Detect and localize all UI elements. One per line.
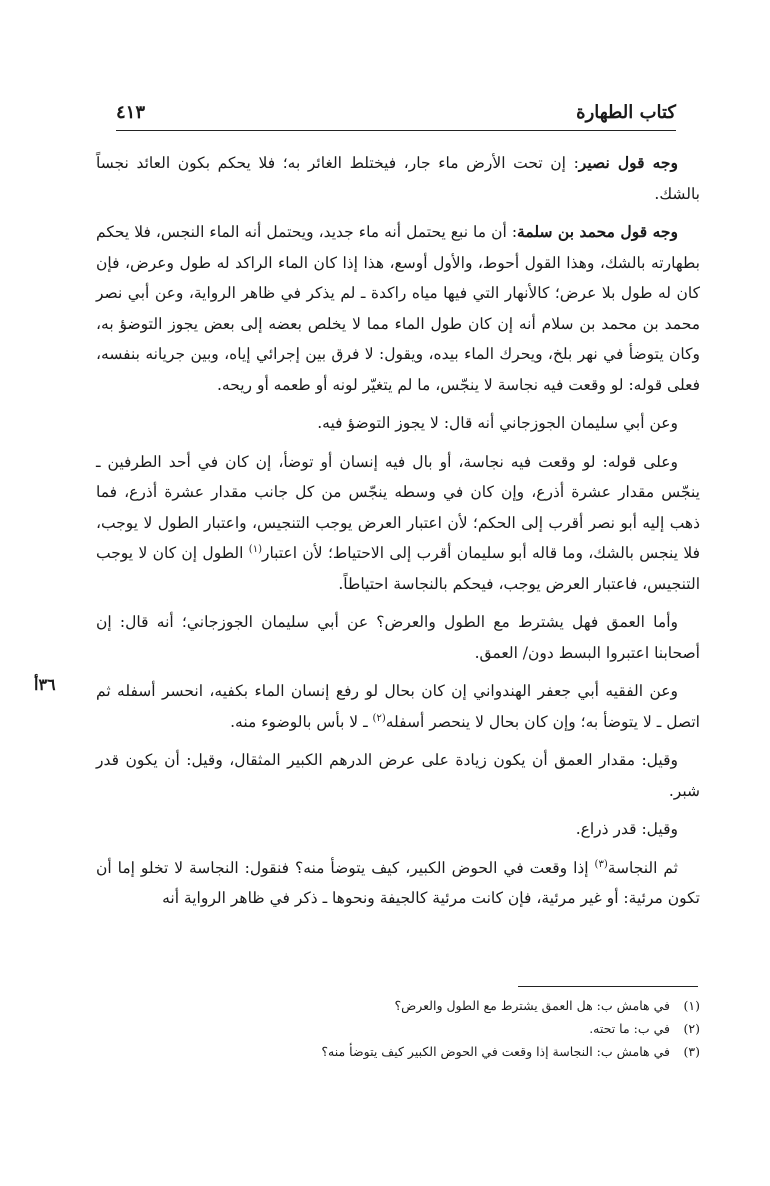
page-number: ٤١٣ [116, 102, 146, 123]
paragraph-text: ثم النجاسة [607, 858, 678, 877]
paragraph-lead: وجه قول نصير [578, 153, 678, 172]
footnote-number: (٣) [683, 1044, 700, 1059]
footnote-text: في هامش ب: هل العمق يشترط مع الطول والعرض؟ [394, 998, 670, 1013]
paragraph-lead: وجه قول محمد بن سلمة [517, 222, 678, 241]
footnote [96, 1017, 700, 1040]
paragraph [96, 814, 700, 845]
footnote [96, 1040, 700, 1063]
paragraph [96, 148, 700, 209]
paragraph-text: وعن أبي سليمان الجوزجاني أنه قال: لا يجوز التوضؤ فيه. [317, 414, 678, 432]
footnote-text: في هامش ب: النجاسة إذا وقعت في الحوض الكبير كيف يتوضأ منه؟ [321, 1044, 670, 1059]
paragraph-text: وقيل: مقدار العمق أن يكون زيادة على عرض الدرهم الكبير المثقال، وقيل: أن يكون قدر شبر. [96, 751, 700, 800]
paragraph-text-continued: الطول إن كان لا يوجب التنجيس، فاعتبار العرض يوجب، فيحكم بالنجاسة احتياطاً. [96, 544, 700, 593]
paragraph-text-continued: إذا وقعت في الحوض الكبير، كيف يتوضأ منه؟ فنقول: النجاسة لا تخلو إما أن تكون مرئية: أو غير مرئية، فإن كانت مرئية كالجيفة ونحوها ـ ذكر في ظاهر الرواية أنه [96, 858, 700, 907]
footnote-separator [518, 986, 698, 987]
paragraph [96, 676, 700, 737]
footnotes [96, 994, 700, 1063]
footnote-marker: (٢) [372, 712, 386, 724]
running-title: كتاب الطهارة [576, 102, 676, 123]
paragraph-text: وأما العمق فهل يشترط مع الطول والعرض؟ عن أبي سليمان الجوزجاني؛ أنه قال: إن أصحابنا اعتبروا البسط دون/ العمق. [96, 613, 700, 662]
paragraph [96, 853, 700, 914]
paragraph-text: وقيل: قدر ذراع. [575, 820, 678, 838]
paragraph-text: وعن الفقيه أبي جعفر الهندواني إن كان بحال لو رفع إنسان الماء بكفيه، انحسر أسفله ثم اتصل ـ لا يتوضأ به؛ وإن كان بحال لا ينحصر أسفله [96, 682, 700, 731]
footnote-number: (١) [683, 998, 700, 1013]
footnote [96, 994, 700, 1017]
paragraph-text-continued: ـ لا بأس بالوضوء منه. [230, 712, 373, 731]
paragraph [96, 607, 700, 668]
paragraph [96, 745, 700, 806]
body-text [96, 148, 700, 922]
margin-folio-reference: ٣٦أ [34, 675, 56, 694]
paragraph-text: : إن تحت الأرض ماء جار، فيختلط الغائر به؛ فلا يحكم بكون العائد نجساً بالشك. [96, 154, 700, 203]
paragraph [96, 408, 700, 439]
paragraph-text: : أن ما نبع يحتمل أنه ماء جديد، ويحتمل أنه الماء النجس، فلا يحكم بطهارته بالشك، وهذا القول أحوط، والأول أوسع، هذا إذا كان الماء الراكد له طول وعرض، فإن كان له طول بلا عرض؛ كالأنهار التي فيها مياه راكدة ـ لم يذكر في ظاهر الرواية، وعن أبي نصر محمد بن محمد بن سلام أنه إن كان طول الماء مما لا يخلص بعضه إلى بعض يجوز التوضؤ به، وكان يتوضأ في نهر بلخ، ويحرك الماء بيده، ويقول: لا فرق بين إجرائي إياه، وبين جريانه بنفسه، فعلى قوله: لو وقعت فيه نجاسة لا ينجّس، ما لم يتغيّر لونه أو طعمه أو ريحه. [96, 223, 700, 394]
page-header [116, 96, 676, 131]
footnote-number: (٢) [683, 1021, 700, 1036]
paragraph [96, 447, 700, 600]
footnote-marker: (٣) [594, 858, 608, 870]
footnote-marker: (١) [248, 543, 262, 555]
paragraph-text: وعلى قوله: لو وقعت فيه نجاسة، أو بال فيه إنسان أو توضأ، إن كان في أحد الطرفين ـ ينجّس مقدار عشرة أذرع، وإن كان في وسطه ينجّس من كل جانب مقدار عشرة أذرع، فما ذهب إليه أبو نصر أقرب إلى الحكم؛ لأن اعتبار العرض يوجب التنجيس، واعتبار الطول لا يوجب، فلا ينجس بالشك، وما قاله أبو سليمان أقرب إلى الاحتياط؛ لأن اعتبار [96, 452, 700, 562]
paragraph [96, 217, 700, 400]
footnote-text: في ب: ما تحته. [589, 1021, 670, 1036]
